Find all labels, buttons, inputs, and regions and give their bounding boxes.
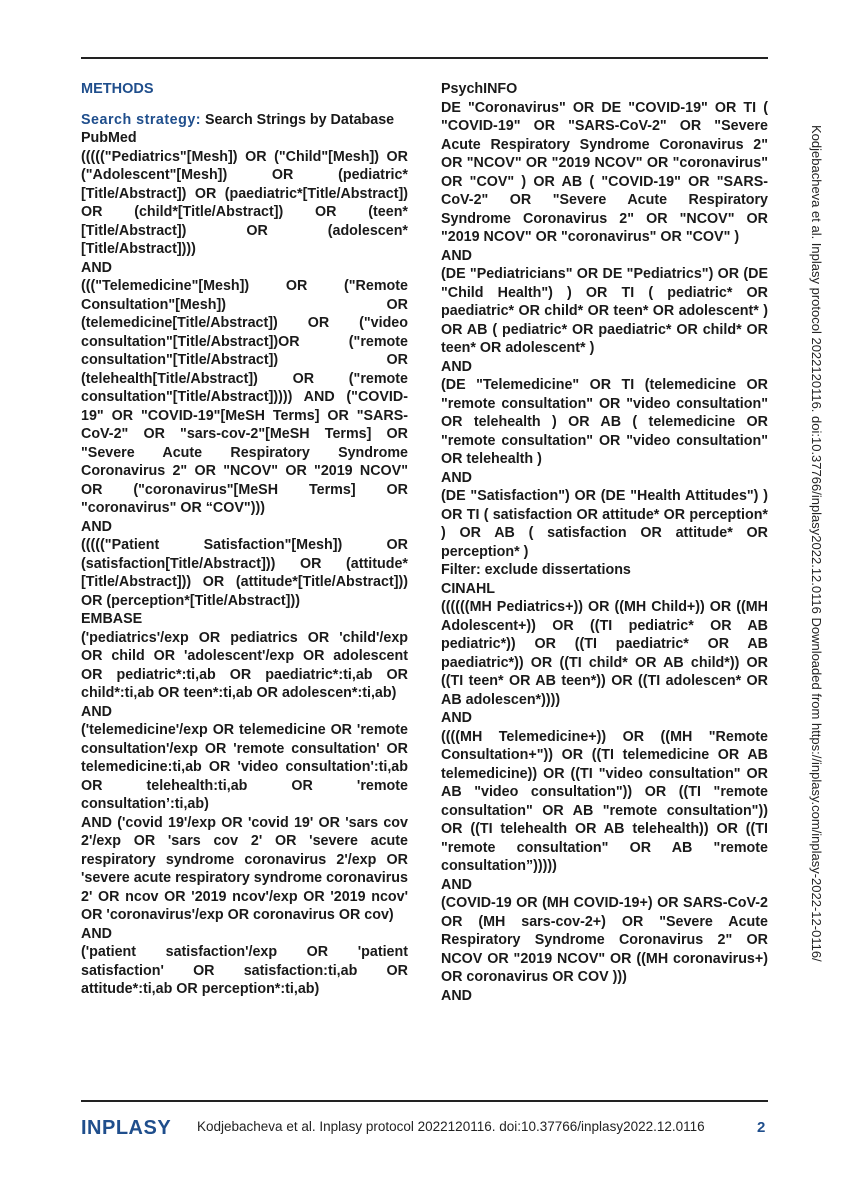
right-line-11: AND bbox=[441, 710, 472, 726]
right-line-7: (DE "Satisfaction") OR (DE "Health Attitudes") ) OR TI ( satisfaction OR attitude* OR perception* ) OR AB ( satisfaction OR attitude* OR perception* ) bbox=[441, 488, 768, 560]
right-line-12: ((((MH Telemedicine+)) OR ((MH "Remote Consultation+")) OR ((TI telemedicine OR AB telemedicine)) OR ((TI "video consultation" OR AB "video consultation")) OR ((TI "remote consultation" OR AB "remote consultation")) OR ((TI telehealth OR AB telehealth)) OR ((TI "remote consultation" OR AB "remote consultation”))))) bbox=[441, 728, 768, 874]
left-line-12: ('patient satisfaction'/exp OR 'patient satisfaction' OR satisfaction:ti,ab OR attitude*:ti,ab OR perception*:ti,ab) bbox=[81, 944, 408, 997]
right-line-8: Filter: exclude dissertations bbox=[441, 562, 631, 578]
left-line-9: ('telemedicine'/exp OR telemedicine OR 'remote consultation'/exp OR 'remote consultation' OR telemedicine:ti,ab OR 'video consultation':ti,ab OR telehealth:ti,ab OR 'remote consultation’:ti,ab) bbox=[81, 722, 408, 812]
bottom-rule bbox=[81, 1100, 768, 1102]
page-number: 2 bbox=[757, 1119, 766, 1136]
search-strategy-line bbox=[81, 111, 408, 130]
right-line-9: CINAHL bbox=[441, 580, 496, 597]
footer-brand-logo: INPLASY bbox=[81, 1117, 172, 1139]
search-strategy-label: Search strategy: bbox=[81, 111, 202, 128]
heading-spacer bbox=[81, 99, 408, 111]
left-line-7: ('pediatrics'/exp OR pediatrics OR 'child'/exp OR child OR 'adolescent'/exp OR adolescent OR pediatric*:ti,ab OR paediatric*:ti,ab OR child*:ti,ab OR teen*:ti,ab OR adolescen*:ti,ab) bbox=[81, 629, 408, 701]
left-line-3: ((("Telemedicine"[Mesh]) OR ("Remote Consultation"[Mesh]) OR (telemedicine[Title/Abstract]) OR ("video consultation"[Title/Abstract])OR ("remote consultation"[Title/Abstract]) OR (telehealth[Title/Abstract]) OR ("remote consultation"[Title/Abstract])))) AND ("COVID-19" OR "COVID-19"[MeSH Terms] OR "SARS-CoV-2" OR "sars-cov-2"[MeSH Terms] OR "Severe Acute Respiratory Syndrome Coronavirus 2" OR "NCOV" OR "2019 NCOV" OR ("coronavirus"[MeSH Terms] OR "coronavirus" OR “COV"))) bbox=[81, 278, 408, 516]
top-rule bbox=[81, 57, 768, 59]
footer-citation: Kodjebacheva et al. Inplasy protocol 2022120116. doi:10.37766/inplasy2022.12.0116 bbox=[197, 1119, 705, 1134]
right-line-5: (DE "Telemedicine" OR TI (telemedicine OR "remote consultation" OR "video consultation" OR telehealth ) OR AB ( telemedicine OR "remote consultation" OR "video consultation" OR telehealth ) bbox=[441, 377, 768, 467]
left-line-11: AND bbox=[81, 925, 112, 942]
right-line-13: AND bbox=[441, 876, 472, 893]
left-column bbox=[81, 80, 408, 999]
left-line-0: PubMed bbox=[81, 130, 137, 146]
right-line-4: AND bbox=[441, 358, 472, 375]
right-line-14: (COVID-19 OR (MH COVID-19+) OR SARS-CoV-2 OR (MH sars-cov-2+) OR "Severe Acute Respiratory Syndrome Coronavirus 2" OR NCOV OR "2019 NCOV" OR ((MH coronavirus+) OR coronavirus OR COV ))) bbox=[441, 895, 768, 985]
section-heading: METHODS bbox=[81, 81, 154, 97]
left-line-2: AND bbox=[81, 259, 112, 276]
right-line-2: AND bbox=[441, 247, 472, 264]
left-line-6: EMBASE bbox=[81, 611, 143, 627]
right-line-15: AND bbox=[441, 987, 472, 1004]
download-sidebar-text: Kodjebacheva et al. Inplasy protocol 2022120116. doi:10.37766/inplasy2022.12.0116 Downloaded from https://inplasy.com/inplasy-2022-12-0116/ bbox=[809, 125, 824, 962]
left-line-4: AND bbox=[81, 518, 112, 535]
right-column bbox=[441, 80, 768, 1005]
right-line-1: DE "Coronavirus" OR DE "COVID-19" OR TI ( "COVID-19" OR "SARS-CoV-2" OR "Severe Acute Respiratory Syndrome Coronavirus 2" OR "NCOV" OR "2019 NCOV" OR "coronavirus" OR "COV" ) OR AB ( "COVID-19" OR "SARS-CoV-2" OR "Severe Acute Respiratory Syndrome Coronavirus 2" OR "NCOV" OR "2019 NCOV" OR "coronavirus" OR "COV" ) bbox=[441, 99, 768, 245]
right-line-0: PsychINFO bbox=[441, 81, 518, 97]
left-line-10: AND ('covid 19'/exp OR 'covid 19' OR 'sars cov 2'/exp OR 'sars cov 2' OR 'severe acute respiratory syndrome coronavirus 2'/exp OR 'severe acute respiratory syndrome coronavirus 2' OR ncov OR '2019 ncov'/exp OR '2019 ncov' OR 'coronavirus'/exp OR coronavirus OR cov) bbox=[81, 814, 408, 923]
left-line-5: ((((("Patient Satisfaction"[Mesh]) OR (satisfaction[Title/Abstract])) OR (attitude*[Title/Abstract])) OR (attitude*[Title/Abstract])) OR (perception*[Title/Abstract])) bbox=[81, 537, 408, 609]
search-strategy-text: Search Strings by Database bbox=[201, 111, 395, 128]
left-line-1: ((((("Pediatrics"[Mesh]) OR ("Child"[Mesh]) OR ("Adolescent"[Mesh]) OR (pediatric*[Title/Abstract]) OR (paediatric*[Title/Abstract]) OR (child*[Title/Abstract]) OR (teen*[Title/Abstract]) OR (adolescen*[Title/Abstract]))) bbox=[81, 148, 408, 257]
download-sidebar bbox=[809, 125, 842, 1075]
left-line-8: AND bbox=[81, 703, 112, 720]
right-line-6: AND bbox=[441, 469, 472, 486]
right-line-10: ((((((MH Pediatrics+)) OR ((MH Child+)) OR ((MH Adolescent+)) OR ((TI pediatric* OR AB pediatric*)) OR ((TI paediatric* OR AB paediatric*)) OR ((TI child* OR AB child*)) OR ((TI teen* OR AB teen*)) OR ((TI adolescen* OR AB adolescen*)))) bbox=[441, 599, 768, 708]
right-line-3: (DE "Pediatricians" OR DE "Pediatrics") OR (DE "Child Health") ) OR TI ( pediatric* OR paediatric* OR child* OR teen* OR adolescent* ) OR AB ( pediatric* OR paediatric* OR child* OR teen* OR adolescent* ) bbox=[441, 266, 768, 356]
